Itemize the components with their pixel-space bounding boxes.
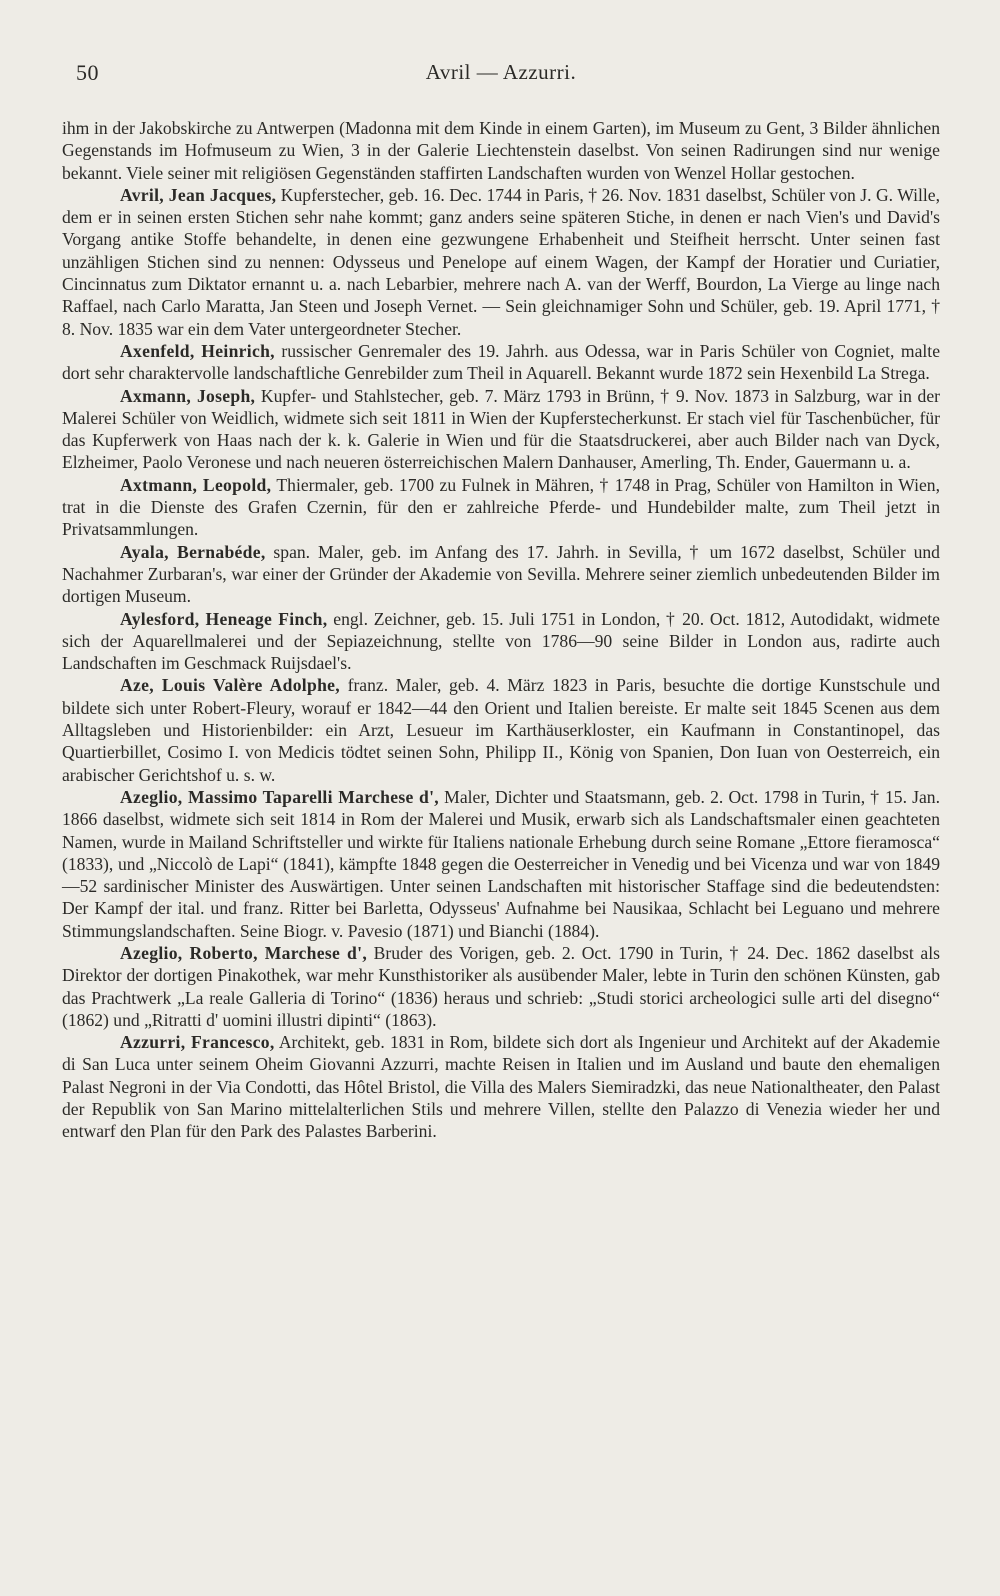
- entry-axmann: [62, 385, 940, 474]
- entry-text: Kupferstecher, geb. 16. Dec. 1744 in Paris, † 26. Nov. 1831 daselbst, Schüler von J. G. Wille, dem er in seinen ersten Stichen sehr nahe kommt; ganz anders seine späteren Stiche, in denen er nach Vien's und David's Vorgang antike Stoffe behandelte, in denen eine gezwungene Erhabenheit und Steifheit herrscht. Unter seinen fast unzähligen Stichen sind zu nennen: Odysseus und Penelope auf einem Wagen, der Kampf der Horatier und Curiatier, Cincinnatus zum Diktator ernannt u. a. nach Lebarbier, mehrere nach A. van der Werff, Bourdon, La Vierge au linge nach Raffael, nach Carlo Maratta, Jan Steen und Joseph Vernet. — Sein gleichnamiger Sohn und Schüler, geb. 19. April 1771, † 8. Nov. 1835 war ein dem Vater untergeordneter Stecher.: [62, 184, 940, 339]
- entry-text: Thiermaler, geb. 1700 zu Fulnek in Mähren, † 1748 in Prag, Schüler von Hamilton in Wien, trat in die Dienste des Grafen Czernin, für den er zahlreiche Pferde- und Hundebilder malte, zum Theil jetzt in Privatsammlungen.: [62, 474, 941, 540]
- paragraph-continuation: [62, 117, 940, 184]
- entry-text: Bruder des Vorigen, geb. 2. Oct. 1790 in Turin, † 24. Dec. 1862 daselbst als Direktor der dortigen Pinakothek, war mehr Kunsthistoriker als ausübender Maler, lebte in Turin den schönen Künsten, gab das Prachtwerk „La reale Galleria di Torino“ (1836) heraus und schrieb: „Studi storici archeologici sulle arti del disegno“ (1862) und „Ritratti d' uomini illustri dipinti“ (1863).: [62, 942, 940, 1030]
- entry-text: Kupfer- und Stahlstecher, geb. 7. März 1793 in Brünn, † 9. Nov. 1873 in Salzburg, war in der Malerei Schüler von Weidlich, widmete sich seit 1811 in Wien der Kupferstecherkunst. Er stach viel für Taschenbücher, für das Kupferwerk von Haas nach der k. k. Galerie in Wien und für die Staatsdruckerei, aber auch Bilder nach van Dyck, Elzheimer, Paolo Veronese und nach neueren österreichischen Malern Danhauser, Amerling, Th. Ender, Gauermann u. a.: [62, 385, 940, 473]
- entry-azeglio-roberto: [62, 942, 940, 1031]
- entry-aze: [62, 674, 940, 785]
- entry-text: Architekt, geb. 1831 in Rom, bildete sich dort als Ingenieur und Architekt auf der Akademie di San Luca unter seinem Oheim Giovanni Azzurri, machte Reisen in Italien und im Ausland und baute den ehemaligen Palast Negroni in der Via Condotti, das Hôtel Bristol, die Villa des Malers Siemiradzki, das neue Nationaltheater, den Palast der Republik von San Marino mittelalterlichen Stils und mehrere Villen, stellte den Palazzo di Venezia wieder her und entwarf den Plan für den Park des Palastes Barberini.: [62, 1032, 940, 1142]
- entry-azeglio-massimo: [62, 786, 940, 942]
- dictionary-text: [62, 117, 940, 1143]
- entry-lemma: Aylesford, Heneage Finch,: [120, 608, 328, 629]
- entry-text: russischer Genremaler des 19. Jahrh. aus Odessa, war in Paris Schüler von Cogniet, malte dort sehr charaktervolle landschaftliche Genrebilder zum Theil in Aquarell. Bekannt wurde 1872 sein Hexenbild La Strega.: [62, 340, 941, 384]
- entry-ayala: [62, 541, 940, 608]
- entry-text: span. Maler, geb. im Anfang des 17. Jahrh. in Sevilla, † um 1672 daselbst, Schüler und Nachahmer Zurbaran's, war einer der Gründer der Akademie von Sevilla. Mehrere seiner ziemlich unbedeutenden Bilder im dortigen Museum.: [62, 541, 940, 607]
- entry-axenfeld: [62, 340, 940, 385]
- entry-lemma: Azeglio, Roberto, Marchese d',: [120, 942, 368, 963]
- entry-avril: [62, 184, 940, 340]
- page-number: 50: [76, 60, 99, 85]
- entry-text: engl. Zeichner, geb. 15. Juli 1751 in London, † 20. Oct. 1812, Autodidakt, widmete sich der Aquarellmalerei und der Sepiazeichnung, stellte von 1786—90 seine Bilder in London aus, radirte auch Landschaften im Geschmack Ruijsdael's.: [62, 608, 940, 674]
- entry-lemma: Azzurri, Francesco,: [120, 1032, 275, 1053]
- entry-lemma: Axtmann, Leopold,: [120, 474, 272, 495]
- paragraph-text: ihm in der Jakobskirche zu Antwerpen (Madonna mit dem Kinde in einem Garten), im Museum zu Gent, 3 Bilder ähnlichen Gegenstands im Hofmuseum zu Wien, 3 in der Galerie Liechtenstein daselbst. Von seinen Radirungen sind nur wenige bekannt. Viele seiner mit religiösen Gegenständen staffirten Landschaften wurden von Wenzel Hollar gestochen.: [62, 118, 940, 183]
- entry-axtmann: [62, 474, 940, 541]
- entry-lemma: Avril, Jean Jacques,: [120, 184, 277, 205]
- entry-lemma: Azeglio, Massimo Taparelli Marchese d',: [120, 786, 440, 807]
- entry-lemma: Axmann, Joseph,: [120, 385, 256, 406]
- entry-lemma: Axenfeld, Heinrich,: [120, 340, 275, 361]
- entry-aylesford: [62, 608, 940, 675]
- entry-lemma: Aze, Louis Valère Adolphe,: [120, 675, 340, 696]
- entry-lemma: Ayala, Bernabéde,: [120, 541, 266, 562]
- entry-text: Maler, Dichter und Staatsmann, geb. 2. Oct. 1798 in Turin, † 15. Jan. 1866 daselbst, widmete sich seit 1814 in Rom der Malerei und Musik, erwarb sich als Landschaftsmaler einen geachteten Namen, wurde in Mailand Schriftsteller und wirkte für Italiens nationale Erhebung durch seine Romane „Ettore fieramosca“ (1833), und „Niccolò de Lapi“ (1841), kämpfte 1848 gegen die Oesterreicher in Venedig und bei Vicenza und war von 1849—52 sardinischer Minister des Auswärtigen. Unter seinen Landschaften mit historischer Staffage sind die bedeutendsten: Der Kampf der ital. und franz. Ritter bei Barletta, Odysseus' Aufnahme bei Nausikaa, Schlacht bei Leguano und mehrere Stimmungslandschaften. Seine Biogr. v. Pavesio (1871) und Bianchi (1884).: [62, 786, 940, 941]
- entry-text: franz. Maler, geb. 4. März 1823 in Paris, besuchte die dortige Kunstschule und bildete sich unter Robert-Fleury, worauf er 1842—44 den Orient und Italien bereiste. Er malte seit 1845 Scenen aus dem Alltagsleben und Historienbilder: ein Arzt, Lesueur im Karthäuserkloster, ein Kaufmann in Constantinopel, das Quartierbillet, Cosimo I. von Medicis tödtet seinen Sohn, Philipp II., König von Spanien, Don Iuan von Oesterreich, ein arabischer Gerichtshof u. s. w.: [62, 675, 940, 785]
- running-title: Avril — Azzurri.: [425, 60, 577, 84]
- page-header: [62, 60, 940, 90]
- entry-azzurri: [62, 1031, 940, 1142]
